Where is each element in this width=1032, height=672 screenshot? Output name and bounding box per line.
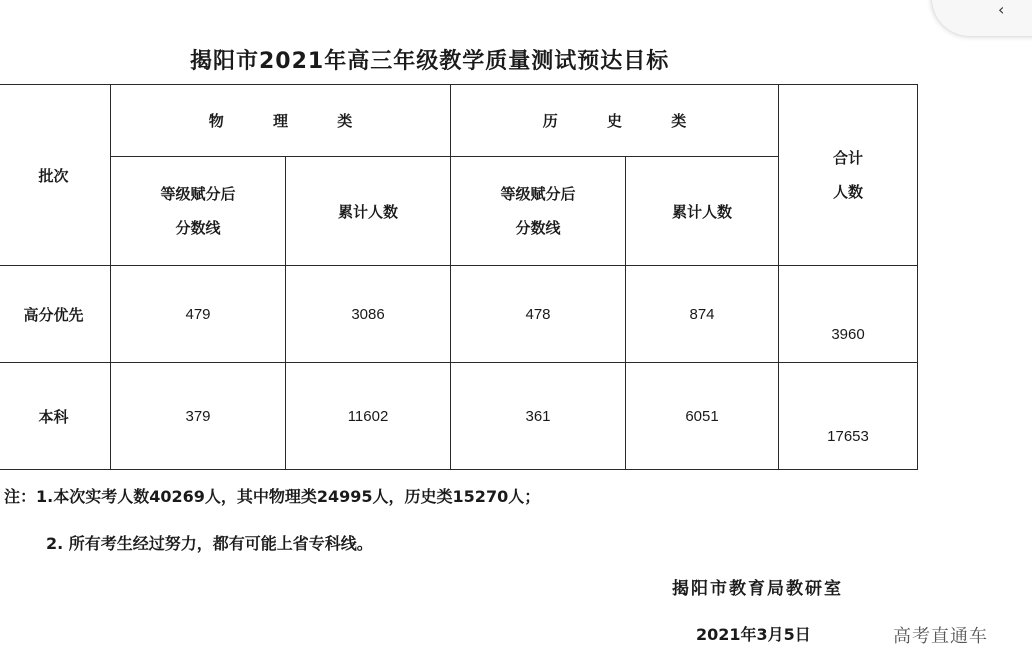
history-score-line: 361 bbox=[451, 363, 626, 470]
table-row bbox=[0, 266, 918, 363]
header-batch: 批次 bbox=[0, 85, 111, 266]
header-physics: 物 理 类 bbox=[111, 85, 451, 157]
score-table bbox=[0, 84, 918, 470]
history-cumulative: 6051 bbox=[626, 363, 779, 470]
table-header-row-1 bbox=[0, 85, 918, 157]
total-count: 17653 bbox=[779, 363, 918, 470]
header-total-line1: 合计 bbox=[832, 149, 863, 167]
header-history: 历 史 类 bbox=[451, 85, 779, 157]
header-history-score-line: 等级赋分后 分数线 bbox=[451, 157, 626, 266]
physics-score-line: 479 bbox=[111, 266, 286, 363]
watermark: 高考直通车 bbox=[893, 626, 988, 647]
note-2: 2. 所有考生经过努力，都有可能上省专科线。 bbox=[46, 534, 373, 553]
issuer: 揭阳市教育局教研室 bbox=[672, 579, 843, 599]
header-physics-score-line: 等级赋分后 分数线 bbox=[111, 157, 286, 266]
physics-score-line: 379 bbox=[111, 363, 286, 470]
physics-cumulative: 3086 bbox=[286, 266, 451, 363]
history-score-line: 478 bbox=[451, 266, 626, 363]
table-row bbox=[0, 363, 918, 470]
document-title: 揭阳市2021年高三年级教学质量测试预达目标 bbox=[190, 49, 670, 74]
document-date: 2021年3月5日 bbox=[696, 625, 811, 644]
header-total bbox=[779, 85, 918, 266]
total-count: 3960 bbox=[779, 266, 918, 363]
header-total-line2: 人数 bbox=[832, 183, 863, 201]
note-1: 注：1.本次实考人数40269人，其中物理类24995人，历史类15270人； bbox=[4, 487, 541, 506]
row-label: 本科 bbox=[0, 363, 111, 470]
chevron-icon: ‹ bbox=[998, 0, 1005, 19]
physics-cumulative: 11602 bbox=[286, 363, 451, 470]
history-cumulative: 874 bbox=[626, 266, 779, 363]
row-label: 高分优先 bbox=[0, 266, 111, 363]
header-physics-cumulative: 累计人数 bbox=[286, 157, 451, 266]
header-history-cumulative: 累计人数 bbox=[626, 157, 779, 266]
floating-menu-button[interactable] bbox=[932, 0, 1032, 36]
